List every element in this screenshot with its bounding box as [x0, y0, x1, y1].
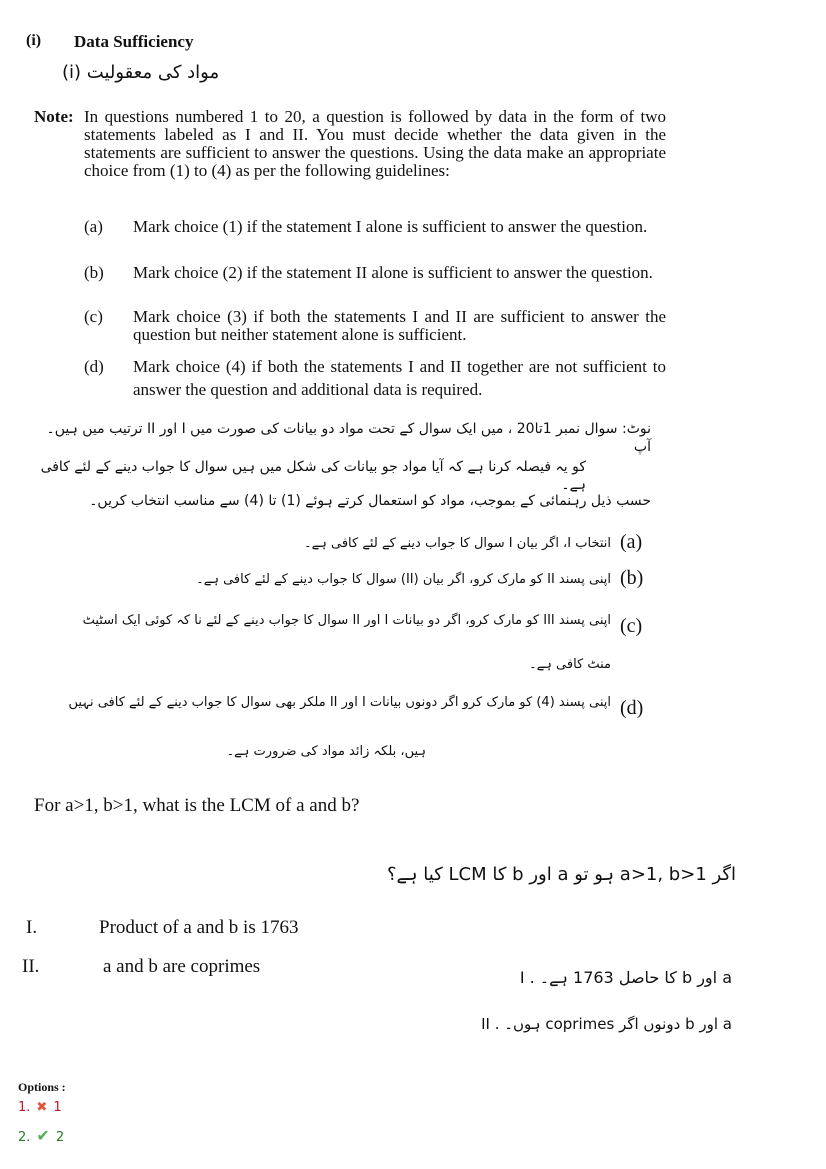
check-icon: ✔ [36, 1126, 50, 1145]
statement-text-urdu: a اور b کا حاصل 1763 ہے۔ . I [519, 968, 732, 987]
note-urdu-line: نوٹ: سوال نمبر 1تا20 ، میں ایک سوال کے تحت مواد دو بیانات کی صورت میں I اور II ترتیب میں ہیں۔آپ [46, 421, 651, 455]
guideline-b [84, 264, 666, 282]
urdu-guideline-label: (a) [620, 531, 643, 553]
section-number: (i) [26, 32, 42, 49]
urdu-guideline-label: (d) [620, 697, 644, 719]
urdu-guideline-text: اپنی پسند III کو مارک کرو، اگر دو بیانات I اور II سوال کا جواب دینے کے لئے نا کہ کوئی ایک اسٹیٹ [82, 613, 611, 628]
note-label: Note: [34, 107, 74, 126]
option-number: 1. [18, 1100, 31, 1115]
urdu-guideline-text: انتخاب I، اگر بیان I سوال کا جواب دینے کے لئے کافی ہے۔ [304, 536, 611, 551]
urdu-guideline-text-cont: ہیں، بلکہ زائد مواد کی ضرورت ہے۔ [226, 744, 426, 759]
guideline-d [84, 355, 666, 401]
guideline-text: Mark choice (1) if the statement I alone is sufficient to answer the question. [133, 217, 648, 236]
cross-icon: ✖ [36, 1100, 48, 1115]
question-text: For a>1, b>1, what is the LCM of a and b? [34, 795, 360, 816]
statement-text: a and b are coprimes [103, 956, 261, 977]
option-value: 2 [55, 1130, 65, 1145]
option-2 [18, 1126, 64, 1145]
guideline-text: Mark choice (4) if both the statements I and II together are not sufficient to answer the question and additional data is required. [133, 357, 666, 399]
guideline-label: (b) [84, 263, 104, 282]
option-1 [18, 1100, 62, 1115]
note-urdu-line: حسب ذیل رہنمائی کے بموجب، مواد کو استعمال کرتے ہوئے (1) تا (4) سے مناسب انتخاب کریں۔ [89, 493, 651, 509]
guideline-text: Mark choice (2) if the statement II alone is sufficient to answer the question. [133, 263, 653, 282]
statement-label: I. [26, 917, 38, 938]
urdu-guideline-text: اپنی پسند (4) کو مارک کرو اگر دونوں بیانات I اور II ملکر بھی سوال کا جواب دینے کے لئے کافی نہیں [68, 695, 611, 710]
question-text-urdu: اگر a>1, b>1 ہو تو a اور b کا LCM کیا ہے؟ [386, 864, 736, 885]
urdu-guideline-label: (b) [620, 567, 644, 589]
guideline-label: (a) [84, 217, 103, 236]
note-urdu-line: کو یہ فیصلہ کرنا ہے کہ آیا مواد جو بیانات کی شکل میں ہیں سوال کا جواب دینے کے لئے کافی ہے۔ [40, 459, 586, 493]
statement-label: II. [22, 956, 40, 977]
urdu-guideline-label: (c) [620, 615, 643, 637]
guideline-text: Mark choice (3) if both the statements I and II are sufficient to answer the question but neither statement alone is sufficient. [133, 307, 666, 344]
note-text: In questions numbered 1 to 20, a question is followed by data in the form of two statements labeled as I and II. You must decide whether the data given in the statements are sufficient to answer the questions. Using the data make an appropriate choice from (1) to (4) as per the following guidelines: [84, 107, 666, 180]
guideline-label: (c) [84, 307, 103, 326]
options-heading: Options : [18, 1080, 66, 1094]
option-number: 2. [18, 1130, 31, 1145]
urdu-guideline-text-cont: منٹ کافی ہے۔ [529, 657, 611, 672]
section-title-urdu: مواد کی معقولیت (i) [62, 62, 220, 83]
guideline-c [84, 308, 666, 344]
option-value: 1 [53, 1100, 62, 1115]
urdu-guideline-text: اپنی پسند II کو مارک کرو، اگر بیان (II) سوال کا جواب دینے کے لئے کافی ہے۔ [196, 572, 611, 587]
statement-text-urdu: a اور b دونوں اگر coprimes ہوں۔ . II [481, 1015, 732, 1033]
guideline-a [84, 218, 666, 236]
section-title: Data Sufficiency [74, 32, 194, 51]
guideline-label: (d) [84, 357, 104, 376]
statement-text: Product of a and b is 1763 [99, 917, 299, 938]
